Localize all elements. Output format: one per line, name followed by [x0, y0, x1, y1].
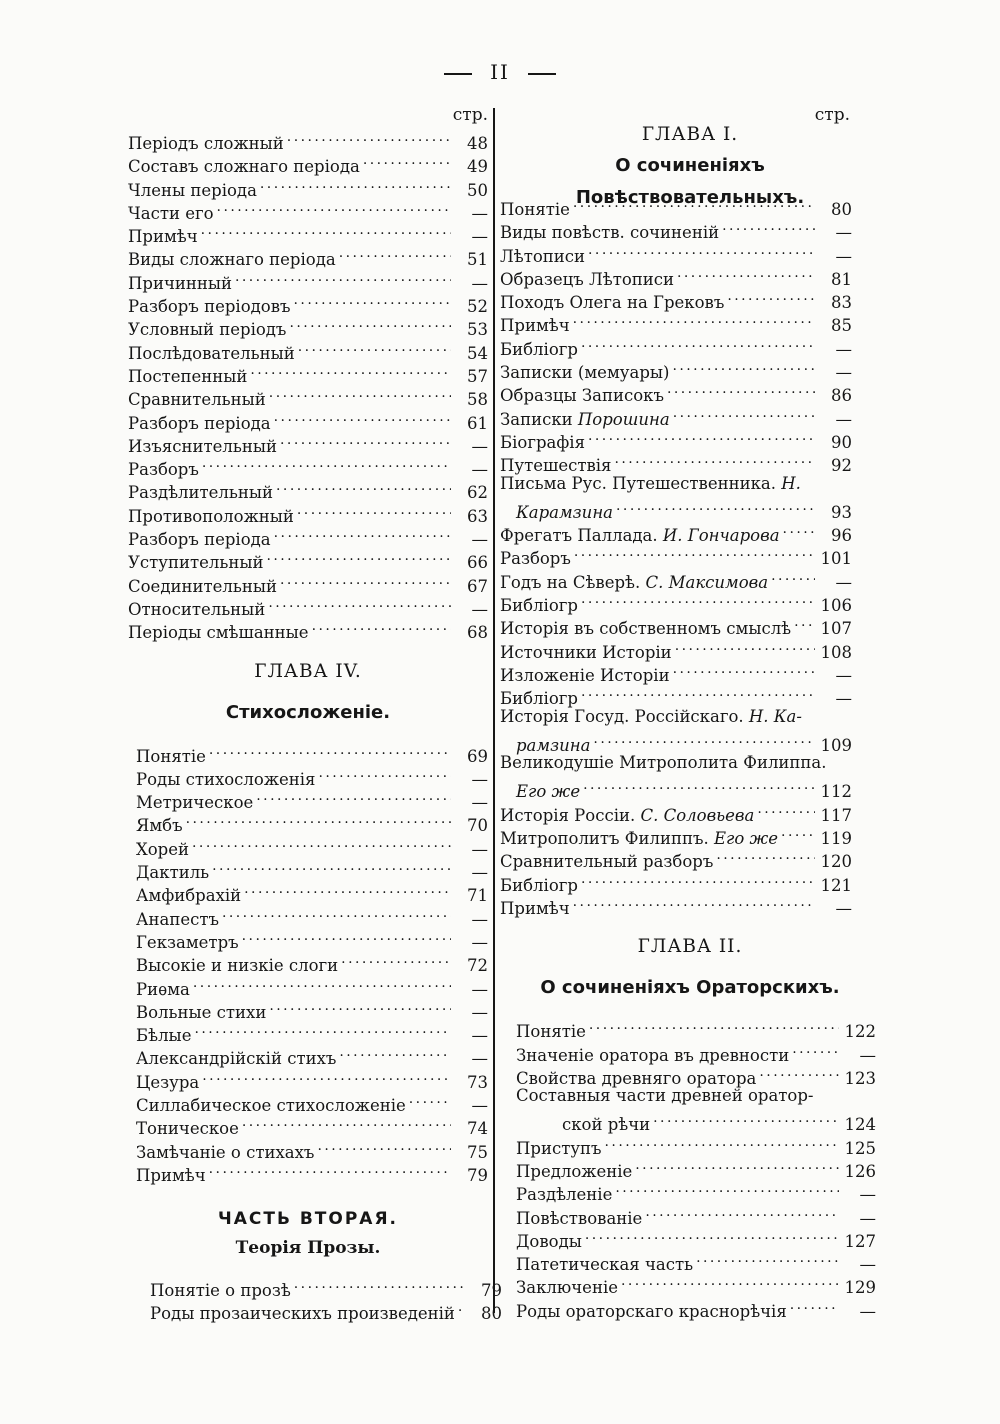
- entry-title: Предложеніе: [516, 1161, 633, 1181]
- entry-title: Изложеніе Исторіи: [500, 665, 670, 685]
- toc-entry: [136, 832, 488, 859]
- entry-page: 122: [844, 1022, 876, 1042]
- entry-title: Періодъ сложный: [128, 134, 284, 153]
- toc-list-prose: [128, 1273, 502, 1324]
- entry-page: —: [471, 769, 488, 789]
- entry-page: 125: [844, 1138, 876, 1158]
- leader-dots: [759, 1061, 839, 1084]
- leader-dots: [573, 891, 815, 914]
- entry-title: Анапестъ: [136, 909, 219, 929]
- entry-title: Риѳма: [136, 979, 190, 999]
- entry-title: Дактиль: [136, 863, 210, 883]
- entry-title: Записки (мемуары): [500, 363, 670, 383]
- leader-dots: [242, 925, 451, 948]
- entry-page: 69: [467, 746, 488, 766]
- entry-title: Записки Порошина: [500, 409, 670, 429]
- leader-dots: [696, 1247, 839, 1270]
- entry-page: 121: [820, 875, 852, 895]
- entry-title: Понятіе о прозѣ: [150, 1281, 291, 1301]
- entry-title: Послѣдовательный: [128, 343, 295, 363]
- entry-title: Тоническое: [136, 1119, 239, 1139]
- leader-dots: [244, 878, 451, 901]
- entry-title: Біографія: [500, 432, 585, 452]
- entry-page: 90: [831, 432, 852, 452]
- entry-page: 101: [820, 549, 852, 569]
- chapter-heading: ГЛАВА I.: [641, 124, 739, 145]
- leader-dots: [268, 592, 451, 615]
- entry-title: Великодушіе Митрополита Филиппа.: [500, 753, 827, 773]
- entry-page: —: [471, 909, 488, 929]
- leader-dots: [781, 821, 815, 844]
- toc-entry: [500, 705, 852, 728]
- leader-dots: [289, 312, 451, 335]
- entry-page: —: [471, 1002, 488, 1022]
- entry-page: —: [835, 246, 852, 266]
- entry-title: Разборъ періодовъ: [128, 297, 291, 317]
- leader-dots: [792, 1038, 839, 1061]
- leader-dots: [266, 545, 451, 568]
- entry-page: 120: [820, 852, 852, 872]
- leader-dots: [677, 262, 815, 285]
- entry-title: Годъ на Сѣверѣ. С. Максимова: [500, 572, 769, 592]
- toc-entry: [136, 808, 488, 836]
- entry-page: 83: [831, 293, 852, 313]
- entry-page: 123: [844, 1068, 876, 1088]
- entry-page: 63: [467, 506, 488, 526]
- entry-page: 117: [820, 805, 852, 825]
- entry-page: 51: [467, 250, 488, 270]
- toc-list-narrative: [500, 192, 852, 476]
- entry-title: Разборъ періода: [128, 413, 271, 433]
- entry-title: Митрополитъ Филиппъ. Его же: [500, 829, 779, 849]
- entry-page: 80: [831, 200, 852, 219]
- entry-page: —: [859, 1208, 876, 1228]
- entry-page: 106: [820, 596, 852, 616]
- leader-dots: [458, 1296, 465, 1319]
- entry-title: Раздѣленіе: [516, 1185, 613, 1205]
- entry-page: —: [471, 1049, 488, 1069]
- entry-title: рамзина: [516, 735, 591, 755]
- page-number: [0, 60, 1000, 84]
- entry-title: Примѣч: [500, 898, 570, 918]
- entry-title: Постепенный: [128, 366, 248, 386]
- toc-entry: [500, 751, 852, 774]
- leader-dots: [194, 1018, 451, 1041]
- leader-dots: [363, 149, 451, 172]
- toc-entry: [128, 126, 488, 153]
- dash-left: [444, 73, 472, 75]
- entry-title: Роды ораторскаго краснорѣчія: [516, 1301, 787, 1321]
- entry-page: —: [471, 1026, 488, 1046]
- leader-dots: [250, 359, 451, 382]
- leader-dots: [276, 475, 451, 498]
- entry-title: Свойства древняго оратора: [516, 1068, 757, 1088]
- entry-page: 79: [467, 1165, 488, 1185]
- leader-dots: [260, 173, 451, 196]
- entry-title: Александрійскій стихъ: [136, 1049, 337, 1069]
- entry-page: —: [471, 932, 488, 952]
- entry-title: Исторія Госуд. Россійскаго. Н. Ка-: [500, 706, 802, 726]
- entry-page: —: [471, 530, 488, 550]
- entry-title: Силлабическое стихосложеніе: [136, 1095, 406, 1115]
- page-column-label: стр.: [814, 105, 850, 125]
- entry-page: 112: [820, 782, 852, 802]
- entry-title: Лѣтописи: [500, 246, 586, 266]
- toc-entry: [500, 774, 852, 802]
- entry-page: 68: [467, 623, 488, 643]
- leader-dots: [192, 832, 451, 855]
- chapter-heading: ГЛАВА II.: [637, 936, 743, 958]
- entry-title: Части его: [128, 203, 214, 223]
- entry-title: Виды сложнаго періода: [128, 250, 336, 270]
- entry-title: Библіогр: [500, 339, 578, 359]
- leader-dots: [217, 196, 451, 219]
- entry-page: 81: [831, 269, 852, 289]
- entry-title: Уступительный: [128, 553, 264, 573]
- toc-entry: [516, 1014, 876, 1042]
- chapter-title: О сочиненіяхъ Ораторскихъ.: [540, 977, 840, 999]
- entry-title: Понятіе: [136, 746, 206, 766]
- leader-dots: [209, 1158, 451, 1181]
- entry-page: 85: [831, 316, 852, 336]
- leader-dots: [186, 808, 451, 831]
- entry-page: 52: [467, 297, 488, 317]
- leader-dots: [573, 308, 815, 331]
- leader-dots: [235, 266, 451, 289]
- entry-title: Примѣч: [500, 316, 570, 336]
- leader-dots: [339, 1041, 451, 1064]
- entry-title: Сравнительный разборъ: [500, 852, 714, 872]
- leader-dots: [202, 1065, 451, 1088]
- leader-dots: [274, 406, 451, 429]
- entry-title: Роды стихосложенія: [136, 769, 316, 789]
- entry-title: Патетическая часть: [516, 1255, 694, 1275]
- chapter-heading: ГЛАВА IV.: [254, 660, 362, 682]
- leader-dots: [581, 681, 815, 704]
- leader-dots: [581, 588, 815, 611]
- entry-title: Замѣчаніе о стихахъ: [136, 1142, 315, 1162]
- entry-title: Разборъ: [500, 549, 571, 569]
- entry-page: —: [471, 863, 488, 883]
- entry-page: —: [471, 793, 488, 813]
- toc-list-oratory: [516, 1014, 876, 1088]
- leader-dots: [280, 569, 451, 592]
- leader-dots: [783, 518, 815, 541]
- entry-page: 126: [844, 1161, 876, 1181]
- leader-dots: [297, 499, 451, 522]
- leader-dots: [222, 902, 451, 925]
- entry-title: Періоды смѣшанные: [128, 623, 309, 643]
- toc-entry: [500, 472, 852, 495]
- entry-page: 49: [467, 157, 488, 177]
- page-number-text: II: [490, 60, 510, 84]
- entry-page: —: [471, 1095, 488, 1115]
- entry-title: Противоположный: [128, 506, 294, 526]
- entry-title: Высокіе и низкіе слоги: [136, 956, 339, 976]
- entry-page: 80: [481, 1304, 502, 1324]
- leader-dots: [675, 635, 815, 658]
- leader-dots: [280, 429, 451, 452]
- entry-page: 67: [467, 576, 488, 596]
- entry-title: Относительный: [128, 599, 266, 619]
- entry-title: Источники Исторіи: [500, 642, 672, 662]
- entry-page: —: [835, 898, 852, 918]
- leader-dots: [341, 948, 451, 971]
- page-column-label: стр.: [452, 105, 488, 125]
- part-heading: ЧАСТЬ ВТОРАЯ.: [217, 1209, 398, 1230]
- leader-dots: [209, 739, 451, 762]
- part-title: Теорія Прозы.: [235, 1238, 381, 1259]
- entry-page: —: [835, 223, 852, 243]
- entry-title: Вольные стихи: [136, 1002, 267, 1022]
- entry-page: —: [835, 689, 852, 709]
- entry-page: —: [835, 665, 852, 685]
- entry-title: Амфибрахій: [136, 886, 242, 906]
- entry-page: 92: [831, 456, 852, 476]
- leader-dots: [667, 378, 815, 401]
- entry-page: —: [859, 1301, 876, 1321]
- leader-dots: [317, 1135, 451, 1158]
- leader-dots: [298, 336, 451, 359]
- entry-title: Сравнительный: [128, 390, 266, 410]
- entry-page: 74: [467, 1119, 488, 1139]
- entry-title: Цезура: [136, 1072, 200, 1092]
- entry-title: Ямбъ: [136, 816, 183, 836]
- leader-dots: [794, 611, 815, 634]
- entry-title: Путешествія: [500, 456, 612, 476]
- leader-dots: [645, 1201, 839, 1224]
- leader-dots: [615, 1177, 839, 1200]
- chapter-title: Стихосложеніе.: [225, 701, 391, 723]
- entry-title: Условный періодъ: [128, 320, 287, 340]
- entry-page: 57: [467, 366, 488, 386]
- entry-title: Значеніе оратора въ древности: [516, 1045, 790, 1065]
- toc-list-versification: [128, 739, 488, 1185]
- entry-title: Походъ Олега на Грековъ: [500, 293, 725, 313]
- leader-dots: [605, 1131, 839, 1154]
- leader-dots: [672, 355, 815, 378]
- toc-entry: [136, 739, 488, 766]
- entry-page: —: [471, 839, 488, 859]
- entry-title: Метрическое: [136, 793, 254, 813]
- leader-dots: [269, 382, 451, 405]
- chapter-title: О сочиненіяхъ Повѣствовательныхъ.: [575, 155, 805, 208]
- left-column: [128, 104, 502, 1324]
- entry-page: 127: [844, 1231, 876, 1251]
- entry-title: Библіогр: [500, 689, 578, 709]
- leader-dots: [294, 289, 451, 312]
- entry-page: 62: [467, 483, 488, 503]
- entry-page: 109: [820, 735, 852, 755]
- leader-dots: [581, 868, 815, 891]
- entry-title: Библіогр: [500, 875, 578, 895]
- entry-page: —: [471, 979, 488, 999]
- entry-title: Понятіе: [516, 1022, 586, 1042]
- leader-dots: [790, 1294, 839, 1317]
- entry-title: Примѣч: [128, 227, 198, 247]
- leader-dots: [318, 762, 451, 785]
- entry-title: Виды повѣств. сочиненій: [500, 223, 720, 243]
- entry-page: —: [471, 436, 488, 456]
- toc-list-oratory-2: [516, 1131, 876, 1321]
- leader-dots: [201, 219, 451, 242]
- entry-title: Соединительный: [128, 576, 277, 596]
- entry-page: —: [471, 273, 488, 293]
- entry-page: 108: [820, 642, 852, 662]
- leader-dots: [212, 855, 451, 878]
- leader-dots: [771, 565, 815, 588]
- entry-page: —: [835, 363, 852, 383]
- entry-title: Разборъ періода: [128, 530, 271, 550]
- entry-page: 54: [467, 343, 488, 363]
- entry-title: Гекзаметръ: [136, 932, 239, 952]
- toc-list-narrative-3: [500, 798, 852, 918]
- leader-dots: [581, 332, 815, 355]
- entry-title: Карамзина: [516, 502, 614, 522]
- leader-dots: [269, 995, 451, 1018]
- leader-dots: [256, 785, 451, 808]
- entry-title: Повѣствованіе: [516, 1208, 643, 1228]
- entry-title: Библіогр: [500, 596, 578, 616]
- entry-page: 58: [467, 390, 488, 410]
- entry-title: Доводы: [516, 1231, 582, 1251]
- entry-page: 73: [467, 1072, 488, 1092]
- leader-dots: [312, 615, 451, 638]
- entry-page: —: [859, 1255, 876, 1275]
- entry-page: 61: [467, 413, 488, 433]
- toc-entry: [500, 495, 852, 522]
- right-column: [500, 104, 880, 1321]
- entry-title: Его же: [516, 782, 581, 802]
- entry-page: 86: [831, 386, 852, 406]
- leader-dots: [673, 402, 815, 425]
- entry-title: Примѣч: [136, 1165, 206, 1185]
- entry-title: Члены періода: [128, 180, 257, 200]
- entry-title: Составныя части древней оратор-: [516, 1086, 814, 1106]
- leader-dots: [621, 1270, 839, 1293]
- dash-right: [528, 73, 556, 75]
- entry-title: Письма Рус. Путешественника. Н.: [500, 473, 801, 493]
- entry-title: Образецъ Лѣтописи: [500, 269, 674, 289]
- entry-title: Понятіе: [500, 200, 570, 219]
- entry-page: 48: [467, 134, 488, 153]
- entry-page: —: [859, 1045, 876, 1065]
- entry-page: 70: [467, 816, 488, 836]
- leader-dots: [588, 425, 815, 448]
- leader-dots: [589, 1014, 839, 1037]
- entry-page: 72: [467, 956, 488, 976]
- toc-entry: [150, 1273, 502, 1301]
- leader-dots: [573, 192, 815, 215]
- entry-title: Роды прозаическихъ произведеній: [150, 1304, 455, 1324]
- toc-entry: [516, 1107, 876, 1135]
- leader-dots: [727, 285, 815, 308]
- entry-title: Приступъ: [516, 1138, 602, 1158]
- leader-dots: [409, 1088, 451, 1111]
- entry-title: Исторія Россіи. С. Соловьева: [500, 805, 755, 825]
- entry-page: —: [835, 339, 852, 359]
- entry-title: Изъяснительный: [128, 436, 278, 456]
- toc-entry: [500, 728, 852, 755]
- leader-dots: [716, 844, 815, 867]
- toc-list-narrative-2: [500, 518, 852, 709]
- leader-dots: [242, 1111, 451, 1134]
- entry-title: ской рѣчи: [562, 1115, 651, 1135]
- leader-dots: [635, 1154, 839, 1177]
- entry-page: 119: [820, 829, 852, 849]
- entry-page: 93: [831, 502, 852, 522]
- entry-page: 71: [467, 886, 488, 906]
- entry-title: Заключеніе: [516, 1278, 618, 1298]
- entry-page: 79: [481, 1281, 502, 1301]
- entry-title: Фрегатъ Паллада. И. Гончарова: [500, 526, 780, 546]
- entry-page: —: [835, 409, 852, 429]
- toc-entry: [500, 192, 852, 219]
- entry-page: —: [835, 572, 852, 592]
- entry-page: 53: [467, 320, 488, 340]
- leader-dots: [673, 658, 815, 681]
- leader-dots: [294, 1273, 465, 1296]
- entry-title: Раздѣлительный: [128, 483, 274, 503]
- toc-entry: [516, 1084, 876, 1107]
- leader-dots: [339, 242, 451, 265]
- entry-title: Образцы Записокъ: [500, 386, 664, 406]
- entry-page: 66: [467, 553, 488, 573]
- entry-page: —: [471, 227, 488, 247]
- entry-page: 124: [844, 1115, 876, 1135]
- column-divider: [493, 108, 495, 1313]
- leader-dots: [193, 972, 451, 995]
- leader-dots: [757, 798, 815, 821]
- entry-title: Разборъ: [128, 460, 199, 480]
- leader-dots: [614, 448, 815, 471]
- entry-page: —: [471, 460, 488, 480]
- entry-title: Хорей: [136, 839, 190, 859]
- leader-dots: [274, 522, 451, 545]
- entry-page: 96: [831, 526, 852, 546]
- entry-title: Исторія въ собственномъ смыслѣ: [500, 619, 792, 639]
- entry-title: Бѣлые: [136, 1026, 192, 1046]
- leader-dots: [574, 541, 815, 564]
- entry-title: Составъ сложнаго періода: [128, 157, 360, 177]
- toc-list-period: [128, 126, 488, 643]
- entry-page: —: [859, 1185, 876, 1205]
- leader-dots: [588, 239, 815, 262]
- leader-dots: [202, 452, 451, 475]
- entry-page: 129: [844, 1278, 876, 1298]
- entry-page: 107: [820, 619, 852, 639]
- entry-page: 50: [467, 180, 488, 200]
- entry-page: 75: [467, 1142, 488, 1162]
- entry-title: Причинный: [128, 273, 232, 293]
- leader-dots: [585, 1224, 839, 1247]
- leader-dots: [722, 215, 815, 238]
- entry-page: —: [471, 599, 488, 619]
- entry-page: —: [471, 203, 488, 223]
- leader-dots: [287, 126, 451, 149]
